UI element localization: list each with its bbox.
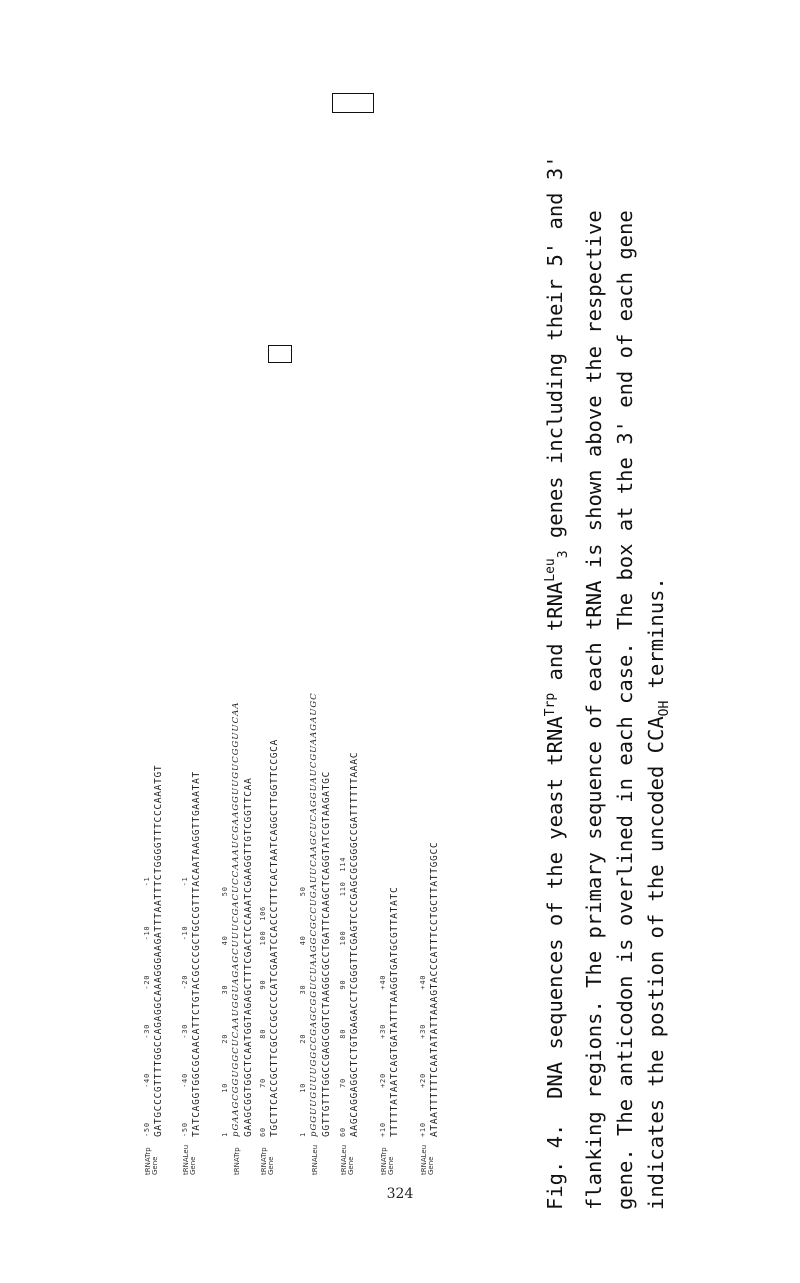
position-numbers: -50 -40 -30 -20 -10 -1 — [143, 876, 151, 1137]
position-numbers: 60 70 80 90 100 106 — [259, 906, 267, 1137]
dna-sequence: TATCAGGTGGCGCAACATTCTGTACGCCCGCTGCCGTTTACAATAAGGTTGAAATAT — [191, 771, 202, 1137]
oh-subscript: OH — [657, 700, 673, 717]
dna-sequence: AAGCAGGAGGCTCTGTGAGACCTCGGGTTCGAGTCCCGAGCGCGGGCCGATTTTTTAAAC — [349, 751, 360, 1137]
caption-line-1 — [535, 80, 579, 1210]
row-label: tRNATrp Gene — [260, 1147, 275, 1175]
row-label: tRNATrp Gene — [144, 1147, 159, 1175]
leu-subscript: 3 — [555, 550, 571, 559]
leu-superscript: Leu — [543, 558, 558, 582]
trp-superscript: Trp — [543, 692, 558, 717]
rna-sequence: pGAAGCGGUGGCUCAAUGGUAGAGCUUUCGACUCCAAAUCGAAGGUUGUCGGUUCAA — [231, 701, 241, 1137]
figure-label: Fig. 4. — [542, 1123, 567, 1210]
dna-sequence: ATAATTTTTTCAATATATTAAAGTACCCATTTCCTGCTTATTGGCC — [429, 841, 440, 1137]
dna-sequence: TTTTTATAATCAGTGATATTTAAGGTGATGCGTTATATC — [389, 886, 400, 1137]
sequence-figure — [140, 85, 480, 1175]
page-number: 324 — [386, 1186, 414, 1202]
caption-text: terminus. — [643, 577, 668, 701]
row-label: tRNALeu Gene — [340, 1144, 355, 1175]
position-numbers: -50 -40 -30 -20 -10 -1 — [181, 876, 189, 1137]
caption-text: genes including their 5' and 3' — [542, 155, 567, 551]
rna-sequence: pGGUUGUUUGGCCGAGCGGUCUAAGGCGCCUGAUUCAAGCUCAGGUAUCGUAAGAUGC — [309, 692, 319, 1137]
caption-text: and tRNA — [542, 581, 567, 693]
dna-sequence: GATGCCCGTTTTGGCCAGAGGCAAAGGGAAGATTTAATTTCTGGGGTTTCCCAAATGT — [153, 764, 164, 1137]
dna-sequence: GAAGCGGTGGCTCAATGGTAGAGCTTTCGACTCCAAATCGAAGGTTGTCGGTTCAA — [243, 777, 254, 1137]
dna-sequence: TGCTTCACCGCTTCGCCCGCCCCATCGAATCCACCCTTTCACTAATCAGGCTTGGTTCCGCA — [269, 738, 280, 1137]
dna-sequence: GGTTGTTTGGCCGAGCGGTCTAAGGCGCCTGATTCAAGCTCAGGTATCGTAAGATGC — [321, 771, 332, 1137]
cca-terminus-box — [332, 93, 374, 113]
caption-line-3: gene. The anticodon is overlined in each case. The box at the 3' end of each gene — [612, 210, 637, 1210]
position-numbers: 1 10 20 30 40 50 — [221, 886, 229, 1137]
caption-line-4 — [641, 80, 680, 1210]
row-label: tRNATrp — [233, 1147, 241, 1175]
row-label: tRNALeu Gene — [182, 1144, 197, 1175]
row-label: tRNALeu — [311, 1144, 319, 1175]
position-numbers: 60 70 80 90 100 110 114 — [339, 856, 347, 1137]
position-numbers: +10 +20 +30 +40 — [379, 974, 387, 1137]
caption-text: indicates the postion of the uncoded CCA — [643, 716, 668, 1210]
caption-line-2: flanking regions. The primary sequence of each tRNA is shown above the respective — [581, 210, 606, 1210]
row-label: tRNALeu Gene — [420, 1144, 435, 1175]
row-label: tRNATrp Gene — [380, 1147, 395, 1175]
caption-text: DNA sequences of the yeast tRNA — [542, 716, 567, 1099]
cca-terminus-box — [268, 345, 292, 363]
position-numbers: 1 10 20 30 40 50 — [299, 886, 307, 1137]
position-numbers: +10 +20 +30 +40 — [419, 974, 427, 1137]
figure-caption — [535, 80, 795, 1210]
